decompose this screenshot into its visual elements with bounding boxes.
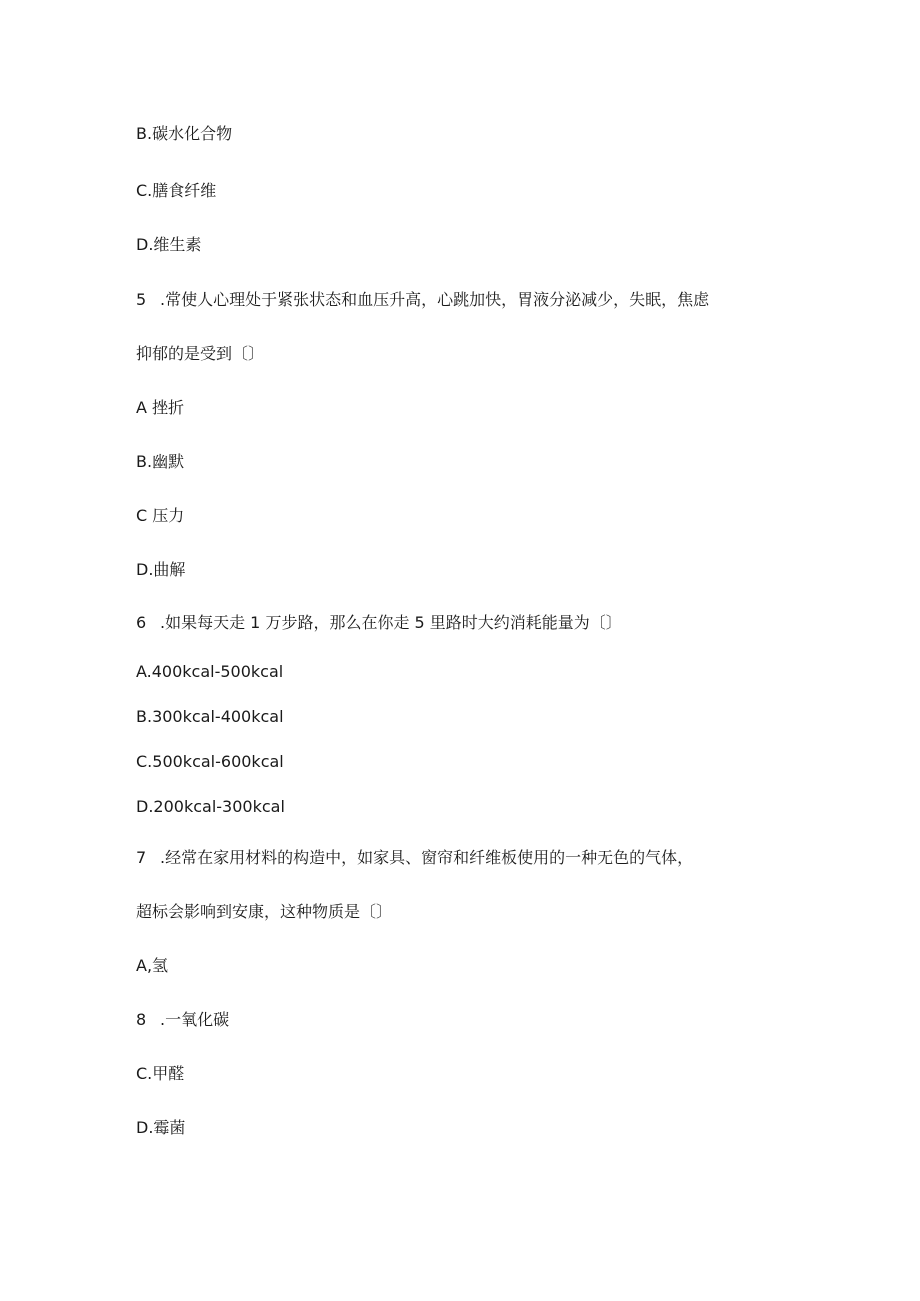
question-number: 7	[136, 848, 147, 867]
option-c-dietary-fiber: C.膳食纤维	[136, 181, 217, 200]
option-c-energy: C.500kcal-600kcal	[136, 752, 284, 771]
option-d-distortion: D.曲解	[136, 560, 186, 579]
option-a-energy: A.400kcal-500kcal	[136, 662, 284, 681]
question-6-line-1: 6 .如果每天走 1 万步路，那么在你走 5 里路时大约消耗能量为〔〕	[136, 613, 622, 632]
option-b-carbohydrate: B.碳水化合物	[136, 124, 233, 143]
question-7-line-1: 7 .经常在家用材料的构造中，如家具、窗帘和纤维板使用的一种无色的气体，	[136, 848, 694, 867]
question-number: 5	[136, 290, 147, 309]
question-5-line-2: 抑郁的是受到〔〕	[136, 344, 265, 363]
option-b-energy: B.300kcal-400kcal	[136, 707, 284, 726]
question-5-line-1: 5 .常使人心理处于紧张状态和血压升高，心跳加快，胃液分泌减少，失眠，焦虑	[136, 290, 710, 309]
item-8-carbon-monoxide: 8 .一氧化碳	[136, 1010, 230, 1029]
option-d-mold: D.霉菌	[136, 1118, 186, 1137]
option-d-vitamin: D.维生素	[136, 235, 202, 254]
option-c-formaldehyde: C.甲醛	[136, 1064, 185, 1083]
option-b-humor: B.幽默	[136, 452, 185, 471]
option-a-hydrogen: A,氢	[136, 956, 169, 975]
question-7-line-2: 超标会影响到安康，这种物质是〔〕	[136, 902, 393, 921]
option-c-stress: C 压力	[136, 506, 185, 525]
question-number: 6	[136, 613, 147, 632]
option-a-frustration: A 挫折	[136, 398, 185, 417]
option-d-energy: D.200kcal-300kcal	[136, 797, 285, 816]
question-number: 8	[136, 1010, 147, 1029]
